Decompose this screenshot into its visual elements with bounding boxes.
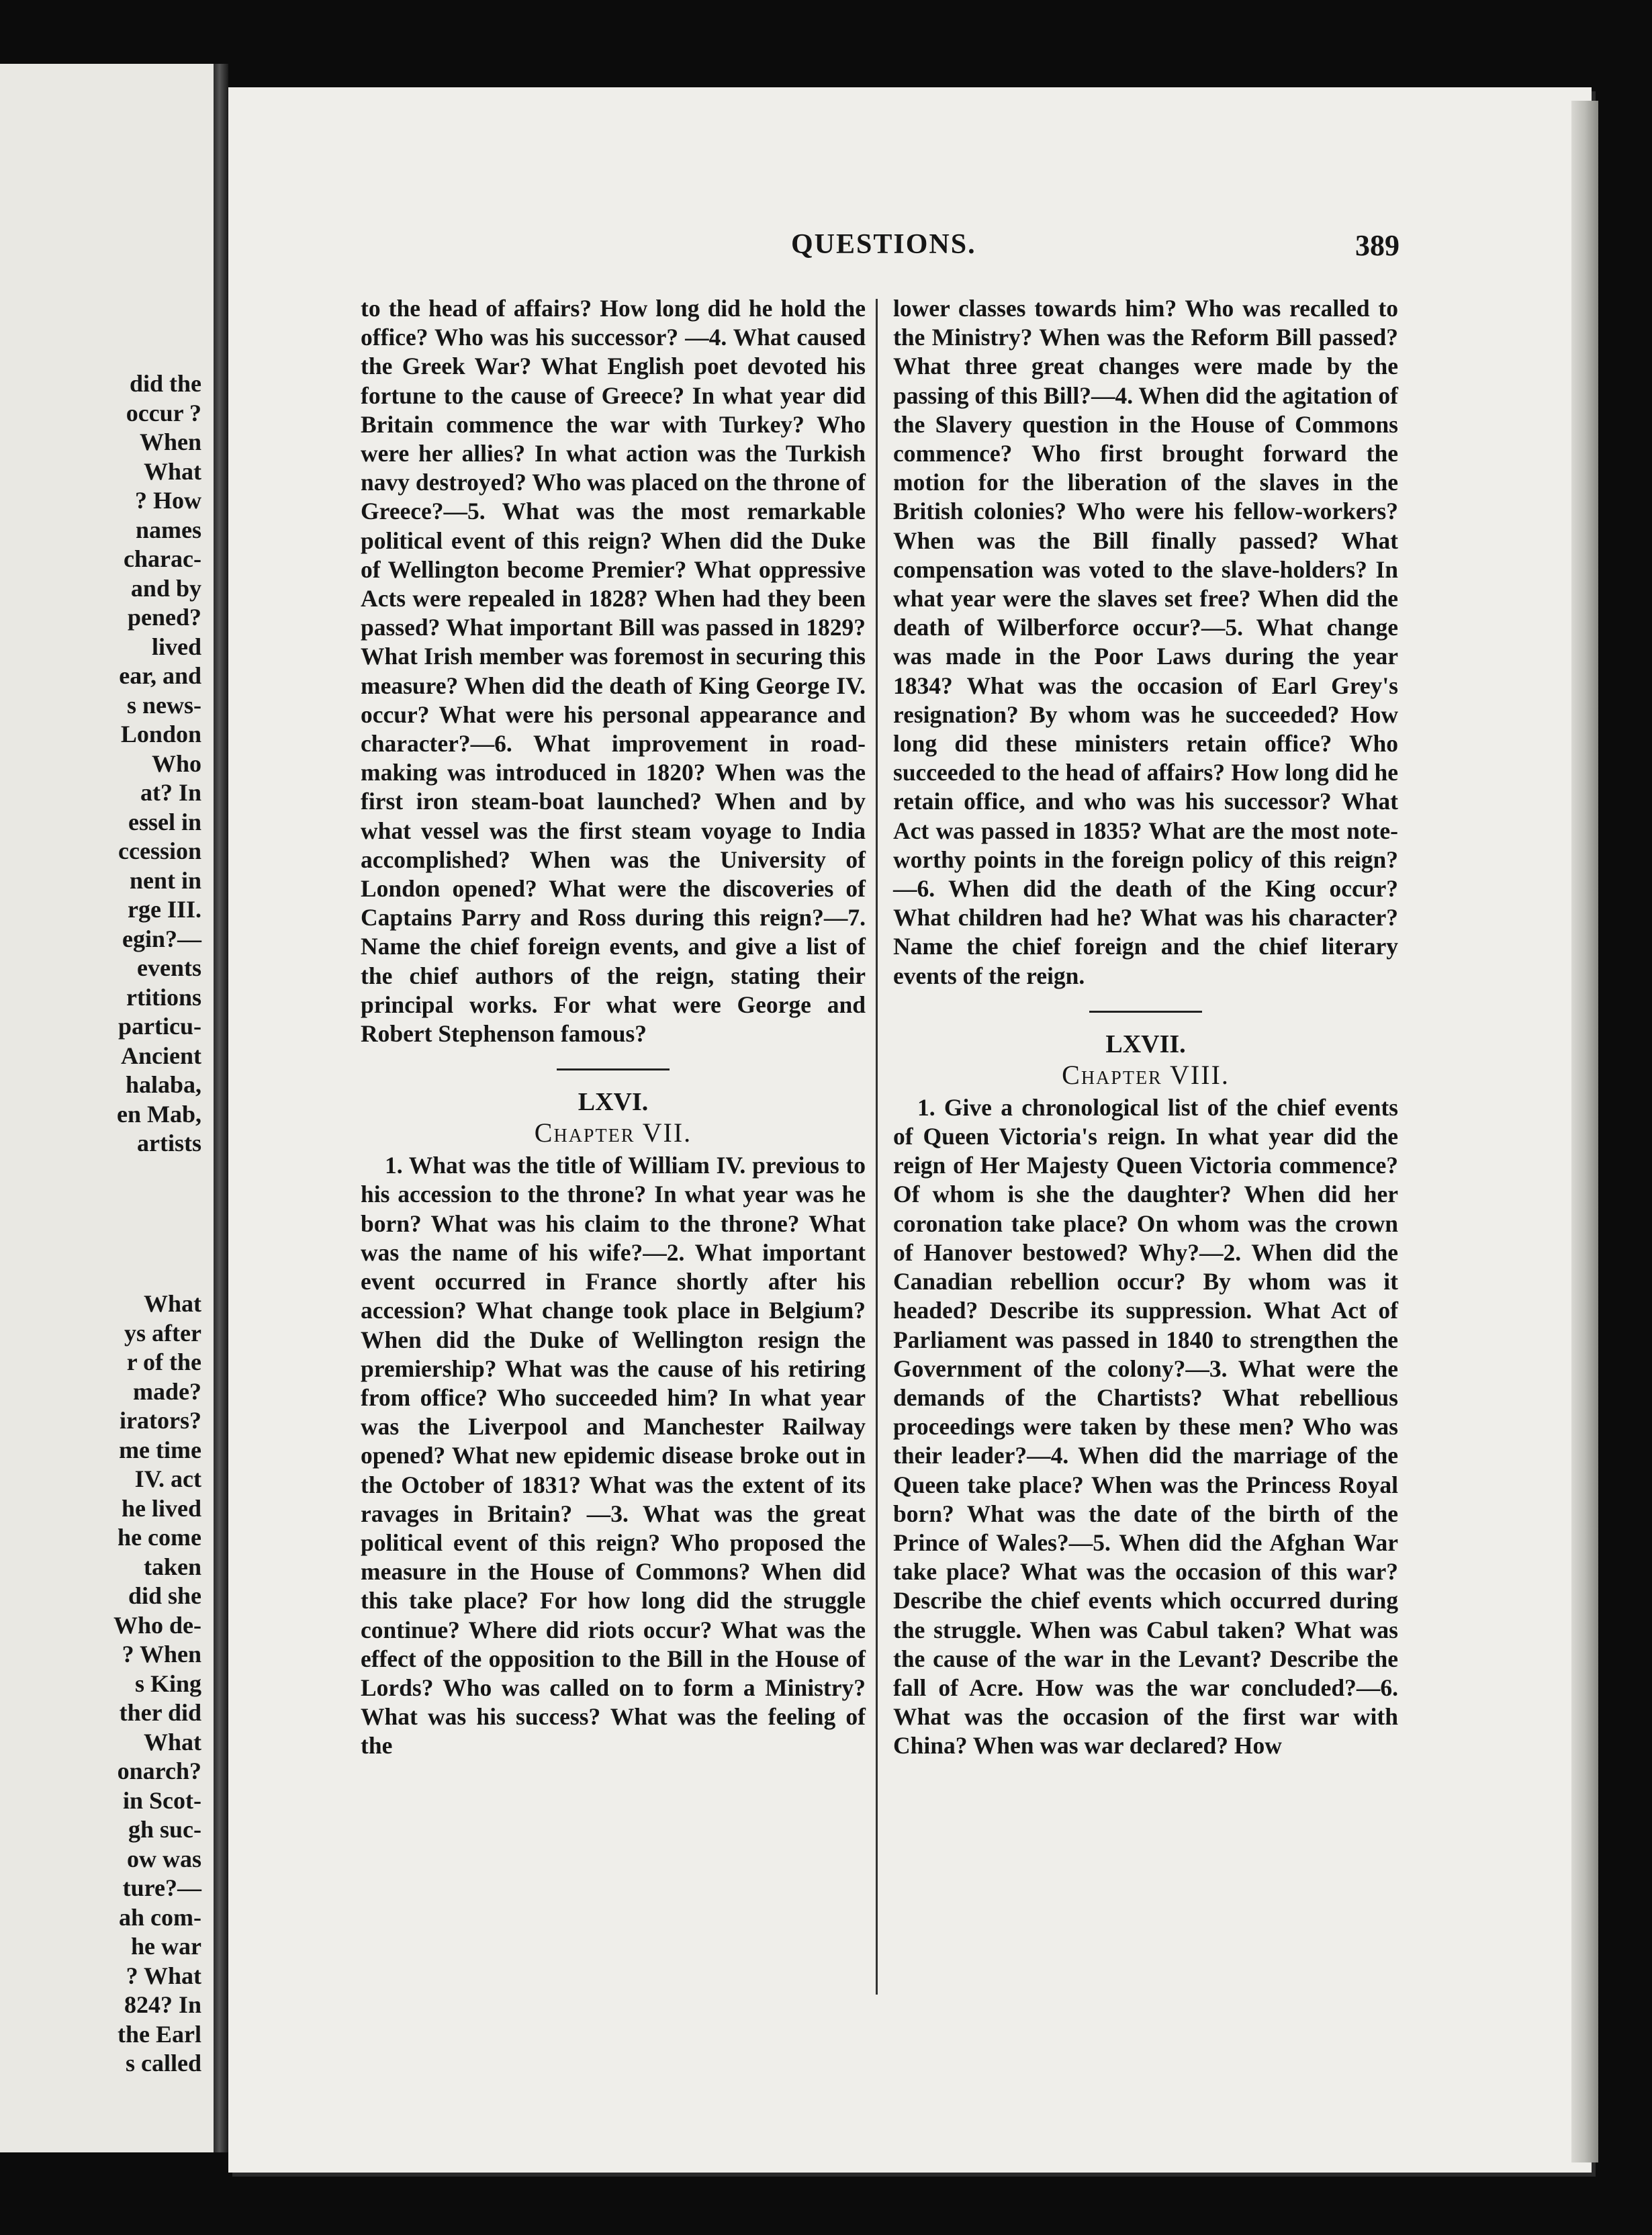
page-number: 389 xyxy=(1355,229,1399,262)
right-column xyxy=(893,294,1398,1761)
section-separator xyxy=(557,1068,670,1070)
left-page-text-fragments-lower: What ys after r of the made? irators? me time IV. act he lived he come taken did she Who de- ? When s King ther did What onarch? in Scot- gh suc- ow was ture?— ah com- he war ? What 824? In the Earl s called xyxy=(113,1290,201,2077)
book-gutter xyxy=(214,64,228,2152)
section-number-lxvi: LXVI. xyxy=(578,1088,649,1117)
section-number-lxvii: LXVII. xyxy=(1105,1030,1186,1058)
chapter-heading-vii: Chapter VII. xyxy=(534,1118,692,1148)
chapter-heading-viii: Chapter VIII. xyxy=(1062,1059,1230,1090)
right-column-continuation-text: lower classes towards him? Who was recalled to the Ministry? When was the Reform Bill passed? What three great changes were made by the passing of this Bill?—4. When did the agitation of the Slavery question in the House of Commons commence? Who first brought forward the motion for the liberation of the slaves in the British colonies? Who were his fellow-workers? When was the Bill finally passed? What compensation was voted to the slave-holders? In what year were the slaves set free? When did the death of Wilberforce occur?—5. What change was made in the Poor Laws during the year 1834? What was the occasion of Earl Grey's resignation? By whom was he succeeded? How long did these ministers retain office? Who succeeded to the head of affairs? How long did he retain office, and who was his successor? What Act was passed in 1835? What are the most note-worthy points in the foreign policy of this reign?—6. When did the death of the King occur? What children had he? What was his character? Name the chief foreign and the chief literary events of the reign. xyxy=(893,295,1398,989)
section-lxvii-questions: 1. Give a chronological list of the chief events of Queen Victoria's reign. In what year did the reign of Her Majesty Queen Victoria commence? Of whom is she the daughter? When did her coronation take place? On whom was the crown of Hanover bestowed? Why?—2. When did the Canadian rebellion occur? By whom was it headed? Describe its suppression. What Act of Parliament was passed in 1840 to strengthen the Government of the colony?—3. What were the demands of the Chartists? What rebellious proceedings were taken by these men? Who was their leader?—4. When did the marriage of the Queen take place? When was the Princess Royal born? What was the date of the birth of the Prince of Wales?—5. When did the Afghan War take place? What was the occasion of this war? Describe the chief events which occurred during the struggle. When was Cabul taken? What was the cause of the war in the Levant? Describe the fall of Acre. How was the war concluded?—6. What was the occasion of the first war with China? When was war declared? How xyxy=(893,1093,1398,1760)
running-head: QUESTIONS. xyxy=(791,229,976,260)
column-divider-rule xyxy=(876,299,878,1995)
left-column xyxy=(361,294,866,1761)
section-lxvi-questions: 1. What was the title of William IV. previous to his accession to the throne? In what year was he born? What was his claim to the throne? What was the name of his wife?—2. What important event occurred in France shortly after his accession? What change took place in Belgium? When did the Duke of Wellington resign the premiership? What was the cause of his retiring from office? Who succeeded him? In what year was the Liverpool and Manchester Railway opened? What new epidemic disease broke out in the October of 1831? What was the extent of its ravages in Britain? —3. What was the great political event of this reign? Who proposed the measure in the House of Commons? When did this take place? For how long did the struggle continue? Where did riots occur? What was the effect of the opposition to the Bill in the House of Lords? Who was called on to form a Ministry? What was his success? What was the feeling of the xyxy=(361,1152,866,1760)
section-separator xyxy=(1089,1011,1202,1013)
page-edge xyxy=(1571,101,1598,2162)
left-page-text-fragments-upper: did the occur ? When What ? How names charac- and by pened? lived ear, and s news- London Who at? In essel in ccession nent in rge III. egin?— events rtitions particu- Ancient halaba, en Mab, artists xyxy=(117,370,201,1156)
left-page-sliver xyxy=(0,64,214,2152)
left-column-continuation-text: to the head of affairs? How long did he hold the office? Who was his successor? —4. What caused the Greek War? What English poet devoted his fortune to the cause of Greece? In what year did Britain commence the war with Turkey? Who were her allies? In what action was the Turkish navy destroyed? Who was placed on the throne of Greece?—5. What was the most remarkable political event of this reign? When did the Duke of Wellington become Premier? What oppressive Acts were repealed in 1828? When had they been passed? What important Bill was passed in 1829? What Irish member was foremost in securing this measure? When did the death of King George IV. occur? What were his personal appearance and character?—6. What improvement in road-making was introduced in 1820? When was the first iron steam-boat launched? When and by what vessel was the first steam voyage to India accomplished? When was the University of London opened? What were the discoveries of Captains Parry and Ross during this reign?—7. Name the chief foreign events, and give a list of the chief authors of the reign, stating their principal works. For what were George and Robert Stephenson famous? xyxy=(361,295,866,1048)
